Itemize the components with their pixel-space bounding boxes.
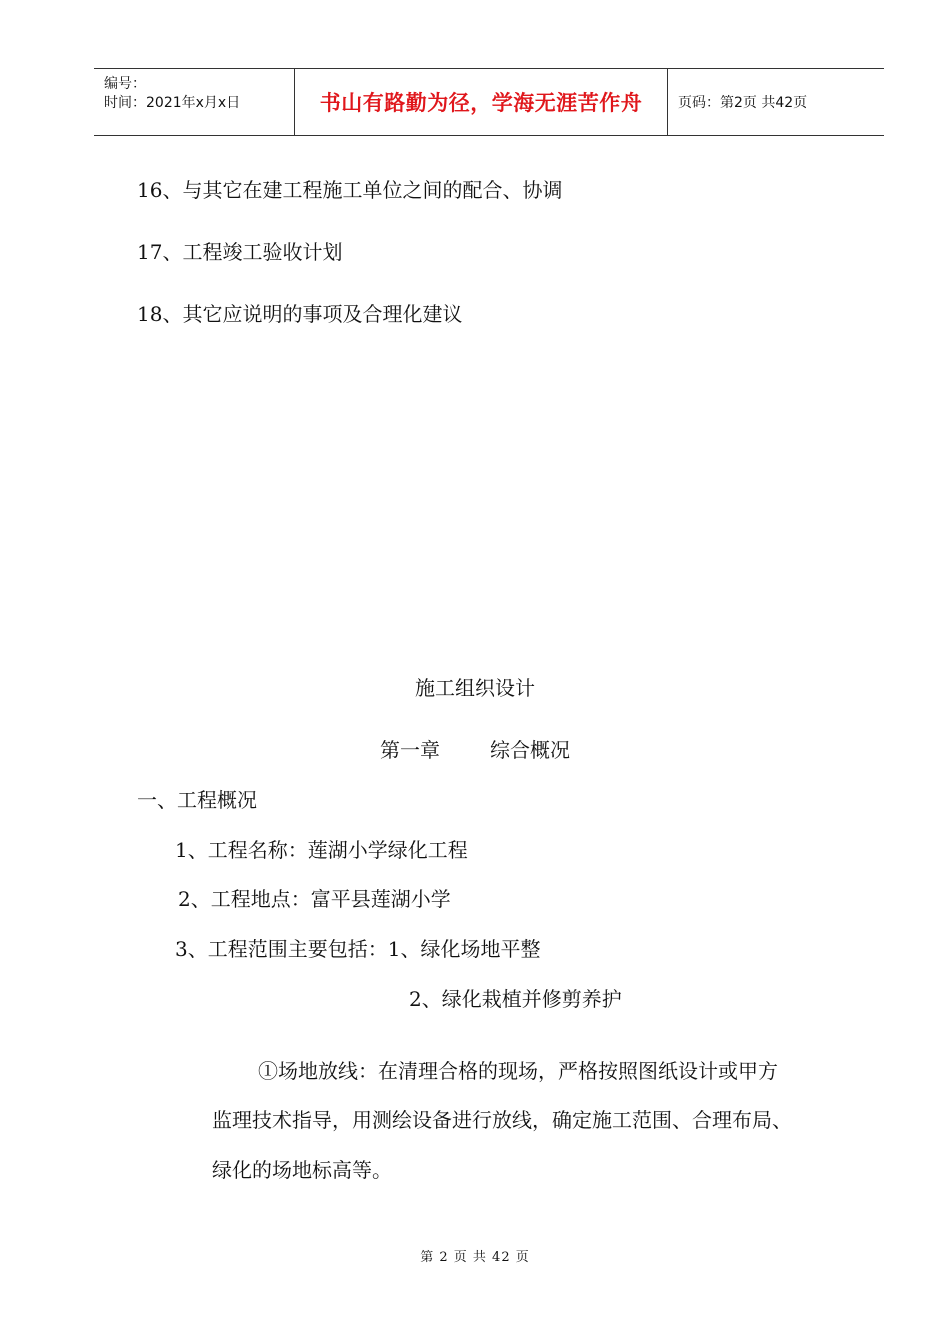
page-header bbox=[94, 68, 884, 136]
time-label: 时间：2021年x月x日 bbox=[104, 95, 241, 111]
project-name: 1、工程名称：莲湖小学绿化工程 bbox=[175, 838, 468, 862]
toc-item-17: 17、工程竣工验收计划 bbox=[137, 240, 343, 264]
document-title: 施工组织设计 bbox=[415, 676, 535, 700]
toc-item-18: 18、其它应说明的事项及合理化建议 bbox=[137, 302, 463, 326]
header-meta bbox=[94, 69, 295, 135]
project-scope: 3、工程范围主要包括：1、绿化场地平整 bbox=[175, 937, 541, 961]
paragraph-line-3: 绿化的场地标高等。 bbox=[212, 1158, 392, 1182]
chapter-heading bbox=[0, 738, 950, 762]
paragraph-line-1: ①场地放线：在清理合格的现场，严格按照图纸设计或甲方 bbox=[258, 1059, 778, 1083]
toc-item-16: 16、与其它在建工程施工单位之间的配合、协调 bbox=[137, 178, 563, 202]
number-label: 编号： bbox=[104, 76, 146, 92]
section-heading: 一、工程概况 bbox=[137, 788, 257, 812]
chapter-number: 第一章 bbox=[380, 738, 440, 762]
header-motto: 书山有路勤为径，学海无涯苦作舟 bbox=[295, 69, 668, 135]
project-scope-continued: 2、绿化栽植并修剪养护 bbox=[409, 987, 622, 1011]
paragraph-line-2: 监理技术指导，用测绘设备进行放线，确定施工范围、合理布局、 bbox=[212, 1108, 792, 1132]
project-location: 2、工程地点：富平县莲湖小学 bbox=[178, 887, 451, 911]
header-page-label: 页码：第2页 共42页 bbox=[678, 95, 808, 111]
page-footer: 第 2 页 共 42 页 bbox=[420, 1250, 530, 1265]
chapter-name: 综合概况 bbox=[490, 738, 570, 762]
